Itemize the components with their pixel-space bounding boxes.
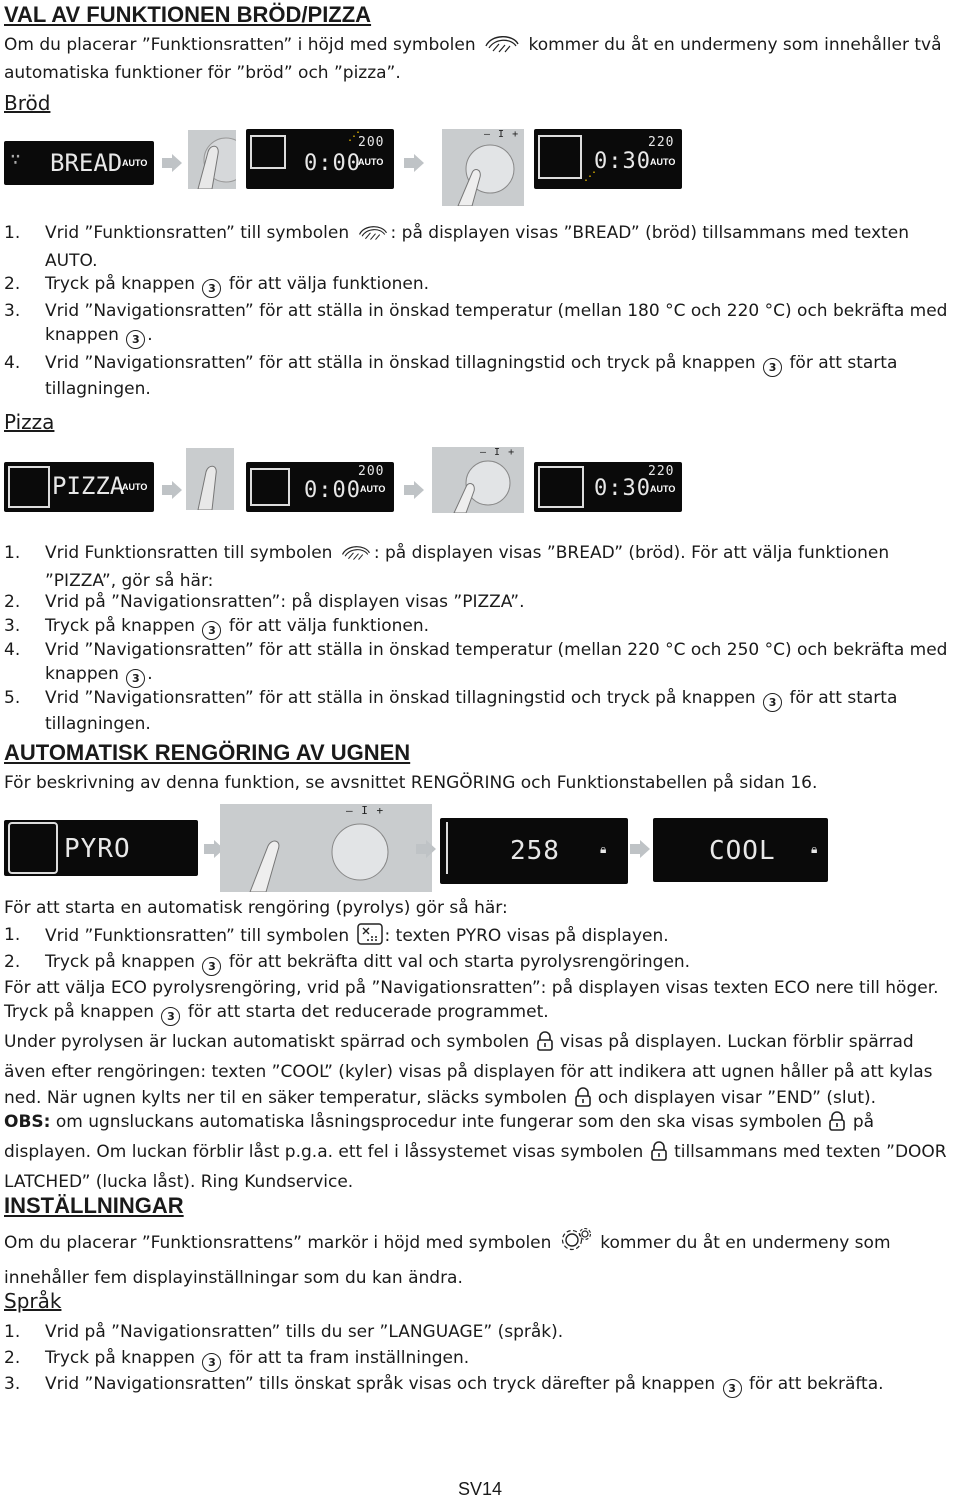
step-text: Vrid på ”Navigationsratten”: på displayen visas ”PIZZA”.	[45, 592, 525, 612]
display-frame	[250, 135, 286, 169]
language-step-3	[0, 1372, 960, 1396]
step-text-b: för att välja funktionen.	[228, 616, 430, 636]
step-text	[45, 614, 950, 640]
display-pizza-time-auto: AUTO	[360, 484, 386, 494]
step-number: 5.	[4, 688, 21, 708]
settings-intro-a: Om du placerar ”Funktionsrattens” markör i höjd med symbolen	[4, 1233, 552, 1253]
display-bread-temp: 200	[358, 135, 385, 150]
step-text-a: Vrid ”Navigationsratten” för att ställa in önskad temperatur (mellan 180 °C och 220 °C) och bekräfta med knappen	[45, 301, 948, 345]
step-text	[45, 923, 950, 952]
pizza-step-3	[0, 614, 960, 638]
display-frame	[8, 822, 58, 874]
pyro-step-1	[0, 923, 960, 947]
knob-scale: – I +	[484, 129, 520, 140]
pizza-step-2	[0, 590, 960, 614]
step-text-b: för att starta tillagningen.	[45, 688, 898, 734]
bread-symbol-icon	[483, 32, 521, 61]
section-title-pyrolysis: AUTOMATISK RENGÖRING AV UGNEN	[4, 740, 411, 765]
button-3-icon: 3	[202, 279, 221, 298]
obs-paragraph	[4, 1109, 954, 1195]
step-text-a: Vrid Funktionsratten till symbolen	[45, 543, 333, 563]
knob-scale: – I +	[346, 804, 385, 817]
subtitle-pizza: Pizza	[4, 410, 55, 434]
lock-text-a: Under pyrolysen är luckan automatiskt spärrad och symbolen	[4, 1032, 530, 1052]
obs-text-c: tillsammans med texten ”DOOR LATCHED” (lucka låst). Ring Kundservice.	[4, 1142, 947, 1192]
button-3-icon: 3	[161, 1007, 180, 1026]
step-text	[45, 351, 950, 401]
display-pyro-temp	[440, 818, 628, 884]
function-knob-panel	[186, 448, 234, 510]
button-3-icon: 3	[202, 957, 221, 976]
step-text: Vrid på ”Navigationsratten” tills du ser ”LANGUAGE” (språk).	[45, 1322, 564, 1342]
step-number: 1.	[4, 1322, 21, 1342]
knob-hand-icon	[442, 129, 524, 206]
lock-icon: 🔒︎	[600, 842, 608, 856]
display-bread-final	[534, 129, 682, 189]
settings-intro	[4, 1226, 954, 1294]
display-bread-text: BREAD	[50, 149, 123, 177]
display-pizza-final-temp: 220	[648, 464, 675, 479]
bread-symbol-icon	[340, 542, 372, 569]
intro-paragraph	[4, 32, 954, 85]
arrow-right-icon	[416, 840, 436, 858]
step-text	[45, 221, 950, 273]
button-3-icon: 3	[202, 621, 221, 640]
pizza-step-4	[0, 638, 960, 686]
display-pizza-time	[246, 462, 394, 512]
arrow-right-icon	[404, 481, 424, 499]
lock-icon	[537, 1031, 553, 1059]
obs-label: OBS:	[4, 1112, 51, 1132]
step-number: 1.	[4, 543, 21, 563]
step-text-b: : på displayen visas ”BREAD” (bröd) tillsammans med texten AUTO.	[45, 223, 910, 271]
display-cool	[653, 818, 828, 882]
display-bread-final-time: 0:30	[594, 149, 651, 174]
button-3-icon: 3	[126, 669, 145, 688]
step-number: 2.	[4, 952, 21, 972]
display-pyro	[4, 820, 198, 876]
step-number: 4.	[4, 353, 21, 373]
section-title-bread-pizza: VAL AV FUNKTIONEN BRÖD/PIZZA	[4, 2, 372, 27]
button-3-icon: 3	[126, 330, 145, 349]
step-text-a: Vrid ”Funktionsratten” till symbolen	[45, 223, 350, 243]
bread-symbol-icon	[357, 222, 389, 249]
settings-intro-b: kommer du åt en undermeny som innehåller fem displayinställningar som du kan ändra.	[4, 1233, 891, 1288]
step-text-b: för att bekräfta.	[748, 1374, 884, 1394]
subtitle-bread: Bröd	[4, 91, 51, 115]
pyro-step-2	[0, 950, 960, 974]
display-bread-time-auto: AUTO	[358, 157, 384, 167]
display-bread-final-auto: AUTO	[650, 157, 676, 167]
step-number: 2.	[4, 592, 21, 612]
display-frame	[538, 466, 584, 508]
step-number: 3.	[4, 1374, 21, 1394]
step-text-b: .	[147, 325, 153, 345]
button-3-icon: 3	[723, 1379, 742, 1398]
lock-text-b: visas på displayen. Luckan förblir spärrad även efter rengöringen: texten ”COOL” (kyler) visas på displayen för att indikera att ugnen håller på att kylas ned. När ugnen kylts ner til en säker temperatur, släcks symbolen	[4, 1032, 933, 1108]
step-number: 4.	[4, 640, 21, 660]
display-frame	[8, 466, 50, 508]
subtitle-language: Språk	[4, 1289, 62, 1313]
pyrolysis-symbol-icon	[357, 923, 383, 952]
display-bread-time	[246, 129, 394, 189]
bread-step-4	[0, 351, 960, 399]
step-text-b: : på displayen visas ”BREAD” (bröd). För att välja funktionen ”PIZZA”, gör så här:	[45, 543, 890, 591]
page-number: SV14	[458, 1479, 503, 1499]
step-number: 1.	[4, 925, 21, 945]
pyro-lead: För att starta en automatisk rengöring (pyrolys) gör så här:	[4, 898, 508, 918]
pizza-step-5	[0, 686, 960, 734]
step-text-b: för att ta fram inställningen.	[228, 1348, 470, 1368]
knob-scale: – I +	[480, 447, 516, 458]
arrow-right-icon	[630, 840, 650, 858]
step-text-b: för att bekräfta ditt val och starta pyrolysrengöringen.	[228, 952, 691, 972]
display-cool-text: COOL	[709, 836, 776, 866]
obs-text-b: på displayen. Om luckan förblir låst p.g.a. ett fel i låssystemet visas symbolen	[4, 1112, 875, 1162]
step-text-a: Vrid ”Navigationsratten” för att ställa in önskad temperatur (mellan 220 °C och 250 °C) och bekräfta med knappen	[45, 640, 948, 684]
lock-text-c: och displayen visar ”END” (slut).	[597, 1088, 877, 1108]
hand-press-icon	[186, 448, 234, 510]
step-text-a: Tryck på knappen	[45, 1348, 195, 1368]
lock-icon	[829, 1111, 845, 1139]
navigation-knob-panel	[432, 447, 524, 513]
display-pizza-final	[534, 462, 682, 512]
step-number: 3.	[4, 301, 21, 321]
display-frame	[250, 468, 290, 506]
display-pizza-final-time: 0:30	[594, 476, 651, 501]
bread-step-1	[0, 221, 960, 269]
knob-hand-icon	[220, 804, 432, 892]
hand-press-icon	[188, 130, 236, 189]
function-knob-panel	[188, 130, 236, 189]
eco-text-a: För att välja ECO pyrolysrengöring, vrid på ”Navigationsratten”: på displayen visas texten ECO nere till höger. Tryck på knappen	[4, 978, 939, 1022]
intro-text-a: Om du placerar ”Funktionsratten” i höjd med symbolen	[4, 35, 476, 55]
step-text	[45, 638, 950, 688]
display-pizza-time-value: 0:00	[304, 478, 361, 503]
display-bread	[4, 141, 154, 185]
lock-paragraph	[4, 1029, 954, 1115]
step-number: 2.	[4, 274, 21, 294]
fan-icon: ∵	[10, 149, 22, 170]
display-pizza-text: PIZZA	[52, 472, 125, 500]
step-text-b: för att välja funktionen.	[228, 274, 430, 294]
step-text-a: Vrid ”Navigationsratten” för att ställa in önskad tillagningstid och tryck på knappen	[45, 688, 756, 708]
step-text-a: Vrid ”Navigationsratten” för att ställa in önskad tillagningstid och tryck på knappen	[45, 353, 756, 373]
step-text	[45, 299, 950, 349]
language-step-1	[0, 1320, 960, 1344]
display-pizza	[4, 462, 154, 512]
step-text-b: : texten PYRO visas på displayen.	[384, 926, 669, 946]
step-text-a: Tryck på knappen	[45, 274, 195, 294]
display-bread-time-value: 0:00	[304, 151, 361, 176]
arrow-right-icon	[162, 481, 182, 499]
step-text	[45, 950, 950, 976]
button-3-icon: 3	[202, 1353, 221, 1372]
arrow-right-icon	[404, 154, 424, 172]
display-pyro-temp-value: 258	[510, 836, 560, 866]
bread-step-3	[0, 299, 960, 347]
step-number: 2.	[4, 1348, 21, 1368]
section-title-settings: INSTÄLLNINGAR	[4, 1193, 184, 1218]
navigation-knob-panel	[442, 129, 524, 206]
button-3-icon: 3	[763, 693, 782, 712]
step-number: 1.	[4, 223, 21, 243]
display-pizza-auto: AUTO	[122, 482, 148, 492]
blink-rays-icon: ⋰	[348, 129, 361, 143]
display-frame	[538, 135, 582, 179]
step-text	[45, 272, 950, 298]
display-pizza-temp: 200	[358, 464, 385, 479]
display-bread-final-temp: 220	[648, 135, 675, 150]
step-text-a: Vrid ”Navigationsratten” tills önskat språk visas och tryck därefter på knappen	[45, 1374, 716, 1394]
bread-step-2	[0, 272, 960, 296]
eco-text-b: för att starta det reducerade programmet.	[187, 1002, 549, 1022]
step-text	[45, 1346, 950, 1372]
step-text-b: för att starta tillagningen.	[45, 353, 898, 399]
intro-text-b: kommer du åt en undermeny som innehåller två automatiska funktioner för ”bröd” och ”pizza”.	[4, 35, 942, 83]
display-pyro-text: PYRO	[64, 834, 131, 864]
settings-gear-icon	[559, 1226, 593, 1263]
pyro-description: För beskrivning av denna funktion, se avsnittet RENGÖRING och Funktionstabellen på sidan 16.	[4, 773, 818, 793]
blink-rays-icon: ⋰	[584, 169, 597, 183]
display-pizza-final-auto: AUTO	[650, 484, 676, 494]
arrow-right-icon	[162, 154, 182, 172]
step-text-a: Tryck på knappen	[45, 952, 195, 972]
display-bread-auto: AUTO	[122, 158, 148, 168]
step-text	[45, 1372, 950, 1398]
button-3-icon: 3	[763, 358, 782, 377]
step-text-b: .	[147, 664, 153, 684]
step-number: 3.	[4, 616, 21, 636]
lock-icon	[651, 1141, 667, 1169]
step-text-a: Vrid ”Funktionsratten” till symbolen	[45, 926, 350, 946]
step-text	[45, 541, 950, 593]
pizza-step-1	[0, 541, 960, 589]
pyro-knob-panel	[220, 804, 432, 892]
display-frame	[446, 822, 470, 874]
language-step-2	[0, 1346, 960, 1370]
eco-paragraph	[4, 976, 954, 1026]
obs-text-a: om ugnsluckans automatiska låsningsprocedur inte fungerar som den ska visas symbolen	[55, 1112, 823, 1132]
step-text-a: Tryck på knappen	[45, 616, 195, 636]
lock-icon: 🔒︎	[811, 842, 819, 856]
step-text	[45, 686, 950, 736]
